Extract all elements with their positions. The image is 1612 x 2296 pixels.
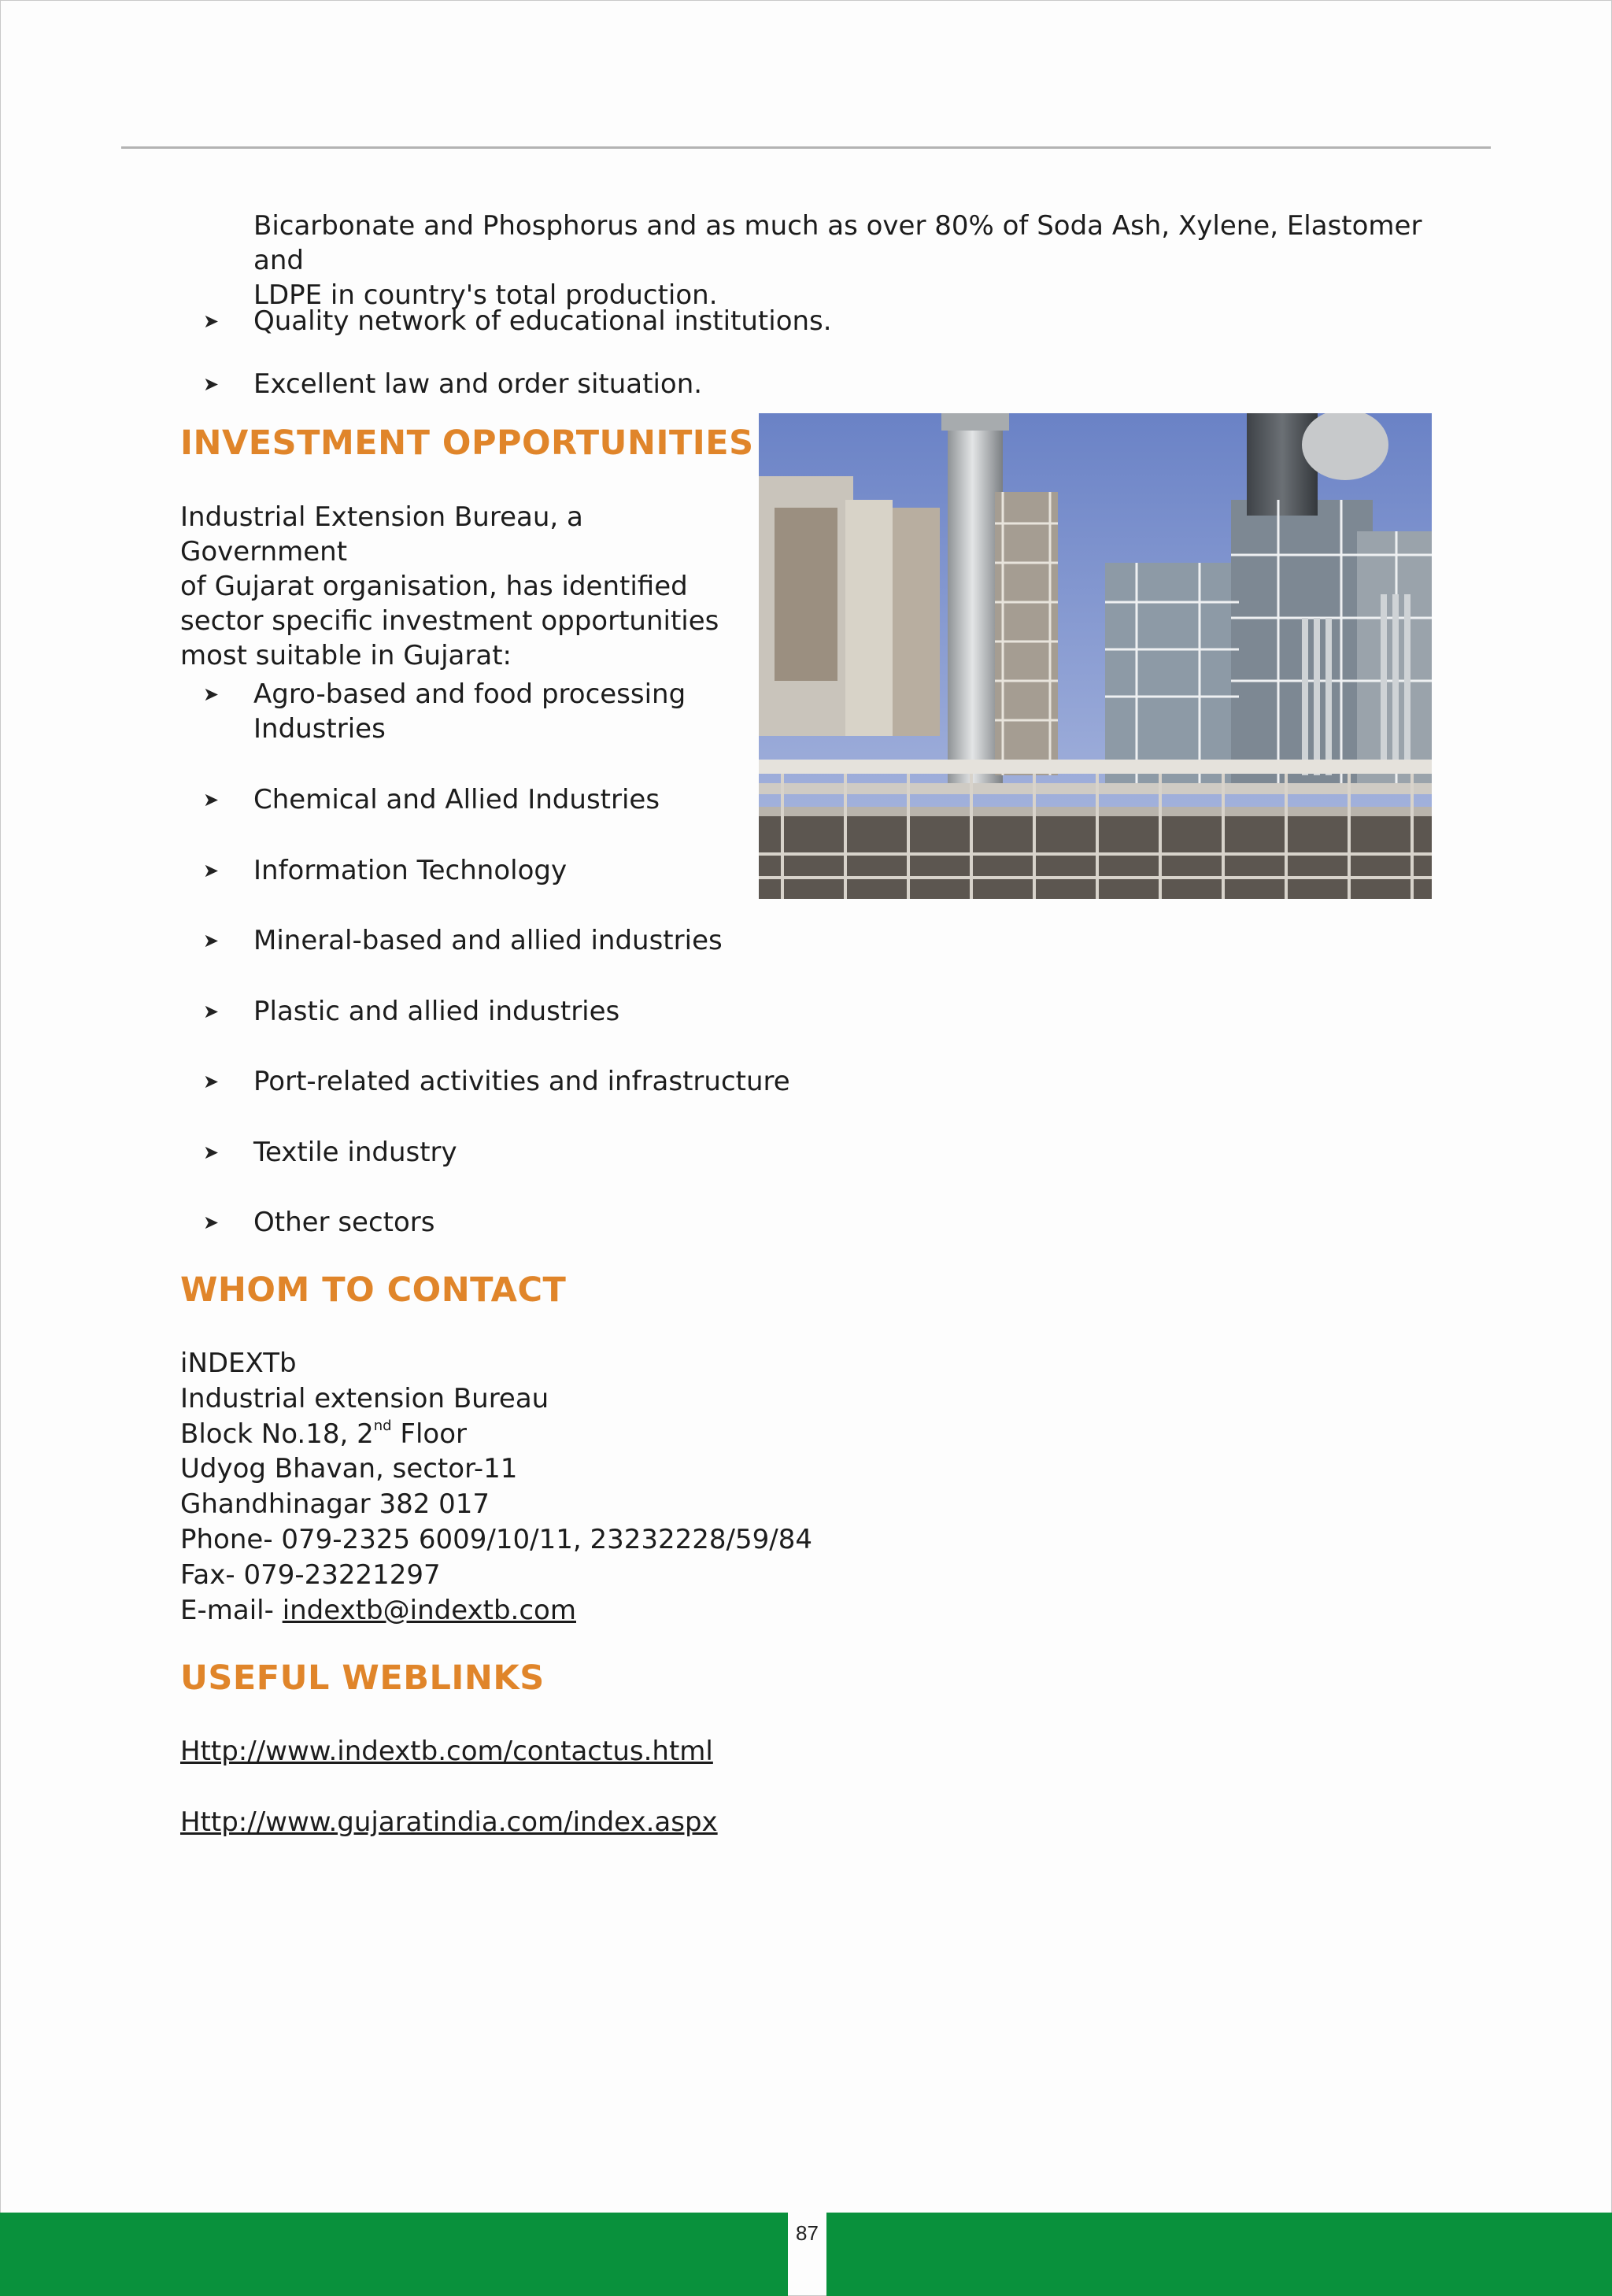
- intro-line: Industrial Extension Bureau, a Government: [180, 501, 583, 568]
- continuation-line-1: Bicarbonate and Phosphorus and as much as over 80% of Soda Ash, Xylene, Elastomer and: [253, 210, 1422, 276]
- bullet-label: Quality network of educational institutions.: [253, 305, 832, 337]
- investment-intro: [180, 500, 747, 673]
- contact-org-short: iNDEXTb: [180, 1348, 297, 1379]
- item-label-line: Textile industry: [253, 1137, 457, 1168]
- item-label-line: Industries: [253, 713, 386, 745]
- weblinks-heading: USEFUL WEBLINKS: [180, 1658, 545, 1698]
- bullet-arrow-icon: ➤: [203, 789, 220, 811]
- bullet-arrow-icon: ➤: [203, 860, 220, 882]
- bullet-arrow-icon: ➤: [203, 373, 220, 395]
- bullet-arrow-icon: ➤: [203, 1211, 220, 1233]
- contact-city-line: Ghandhinagar 382 017: [180, 1488, 490, 1521]
- bullet-label: Excellent law and order situation.: [253, 368, 703, 400]
- bullet-arrow-icon: ➤: [203, 683, 220, 705]
- item-label-line: Port-related activities and infrastructure: [253, 1066, 790, 1097]
- item-label-line: Other sectors: [253, 1207, 435, 1238]
- contact-phone: Phone- 079-2325 6009/10/11, 23232228/59/84: [180, 1523, 812, 1555]
- bullet-arrow-icon: ➤: [203, 930, 220, 952]
- contact-address-block: [180, 1346, 967, 1628]
- continuation-paragraph: [253, 209, 1434, 312]
- contact-address-line: Udyog Bhavan, sector-11: [180, 1453, 518, 1485]
- email-link[interactable]: indextb@indextb.com: [282, 1594, 576, 1626]
- footer-band-left: [0, 2213, 788, 2296]
- continuation-line-2: LDPE in country's total production.: [253, 279, 718, 311]
- weblink-indextb[interactable]: Http://www.indextb.com/contactus.html: [180, 1736, 713, 1767]
- bullet-arrow-icon: ➤: [203, 1000, 220, 1022]
- bullet-arrow-icon: ➤: [203, 1070, 220, 1093]
- investment-heading: INVESTMENT OPPORTUNITIES: [180, 423, 754, 463]
- contact-fax: Fax- 079-23221297: [180, 1558, 441, 1591]
- weblink-gujaratindia[interactable]: Http://www.gujaratindia.com/index.aspx: [180, 1806, 718, 1838]
- item-label-line: Mineral-based and allied industries: [253, 925, 723, 956]
- intro-line: of Gujarat organisation, has identified: [180, 571, 688, 602]
- contact-org-full: Industrial extension Bureau: [180, 1382, 549, 1414]
- intro-line: most suitable in Gujarat:: [180, 640, 512, 671]
- item-label-line: Plastic and allied industries: [253, 996, 620, 1027]
- contact-heading: WHOM TO CONTACT: [180, 1270, 567, 1310]
- item-label-line: Agro-based and food processing: [253, 678, 686, 710]
- contact-email-line: E-mail- indextb@indextb.com: [180, 1594, 576, 1626]
- bullet-arrow-icon: ➤: [203, 310, 220, 332]
- intro-line: sector specific investment opportunities: [180, 605, 719, 637]
- item-label-line: Information Technology: [253, 855, 568, 886]
- footer-band-right: [826, 2213, 1612, 2296]
- item-label-line: Chemical and Allied Industries: [253, 784, 660, 815]
- contact-block-line: Block No.18, 2nd Floor: [180, 1417, 467, 1450]
- header-rule: [121, 146, 1491, 149]
- bullet-arrow-icon: ➤: [203, 1141, 220, 1163]
- page-number: 87: [796, 2221, 819, 2245]
- industrial-plant-photo: [759, 413, 1432, 899]
